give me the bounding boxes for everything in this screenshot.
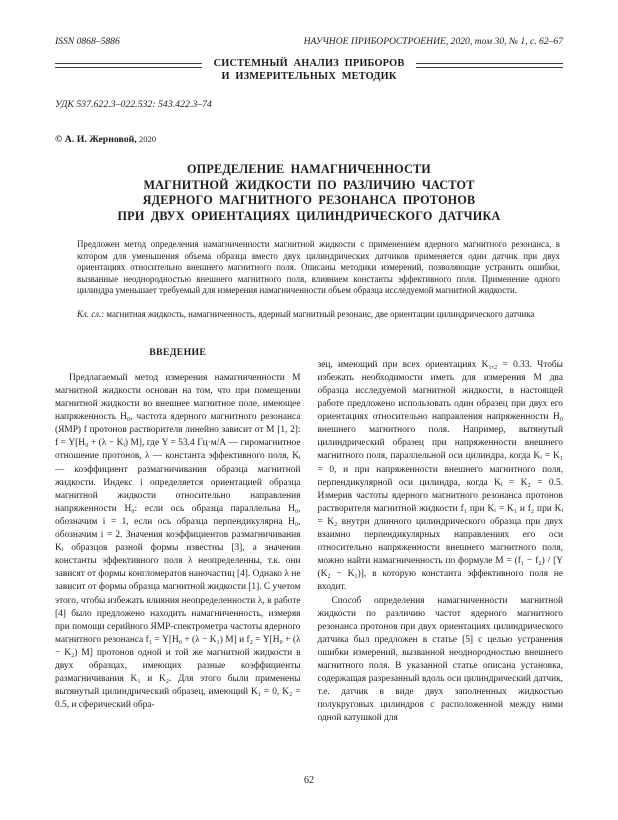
- section-rule-right: [416, 63, 563, 68]
- running-head: [55, 36, 563, 47]
- journal-reference: НАУЧНОЕ ПРИБОРОСТРОЕНИЕ, 2020, том 30, № 1, c. 62–67: [303, 36, 563, 47]
- author-name: © А. И. Жерновой,: [55, 134, 137, 145]
- article-body: [55, 346, 563, 726]
- section-title-line1: СИСТЕМНЫЙ АНАЛИЗ ПРИБОРОВ: [213, 58, 405, 69]
- keywords-text: магнитная жидкость, намагниченность, ядерный магнитный резонанс, две ориентации цилиндрического датчика: [104, 309, 535, 320]
- article-title-line3: ЯДЕРНОГО МАГНИТНОГО РЕЗОНАНСА ПРОТОНОВ: [142, 193, 476, 208]
- section-banner: [55, 58, 563, 83]
- article-title: [55, 162, 563, 224]
- copyright-line: [55, 134, 563, 145]
- keywords: [77, 309, 560, 320]
- article-title-line1: ОПРЕДЕЛЕНИЕ НАМАГНИЧЕННОСТИ: [186, 162, 431, 176]
- intro-heading: ВВЕДЕНИЕ: [149, 346, 207, 358]
- section-rule-left: [55, 63, 202, 68]
- copyright-year: 2020: [136, 134, 157, 144]
- right-column-paragraph-2: Способ определения намагниченности магнитной жидкости по различию частот ядерного магнитного резонанса протонов при двух ориентациях цилиндрического датчика был предложен в статье [5] с целью устранения ошибки измерений, вызванной неоднородностью внешнего магнитного поля. В указанной статье описана установка, содержащая разрезанный вдоль оси цилиндрический датчик, т.е. датчик в виде двух заполненных жидкостью полукруговых цилиндров с расположенной между ними одной катушкой для: [317, 595, 563, 724]
- page-number: 62: [304, 775, 314, 786]
- udc-line: УДК 537.622.3–022.532: 543.422.3–74: [55, 99, 212, 110]
- section-title-line2: И ИЗМЕРИТЕЛЬНЫХ МЕТОДИК: [221, 70, 397, 82]
- abstract: Предложен метод определения намагниченности магнитной жидкости с применением ядерного магнитного резонанса, в котором для уменьшения объема образца вместо двух цилиндрических датчиков применяется один датчик при двух ориентациях относительно внешнего магнитного поля. Описаны методики измерений, позволяющие устранить ошибки, вызванные неоднородностью внешнего магнитного поля, влиянием константы эффективного поля. Применение одного цилиндра уменьшает требуемый для измерения намагниченности объем образца исследуемой магнитной жидкости.: [77, 239, 560, 295]
- article-title-line2: МАГНИТНОЙ ЖИДКОСТИ ПО РАЗЛИЧИЮ ЧАСТОТ: [143, 177, 475, 192]
- right-column-paragraph-1: зец, имеющий при всех ориентациях K₁,₂ = 0.33. Чтобы избежать необходимости иметь для измерения M два образца исследуемой магнитной жидкости, в настоящей работе предложено использовать один образец при двух его ориентациях относительно направления напряженности H₀ внешнего магнитного поля. Например, вытянутый цилиндрический образец при напряженности внешнего магнитного поля, параллельной оси цилиндра, когда Kᵢ = K₁ = 0, и при напряженности внешнего магнитного поля, перпендикулярной оси цилиндра, когда Kᵢ = K₂ = 0.5. Измерив частоты ядерного магнитного резонанса протонов растворителя магнитной жидкости f₁ при Kᵢ = K₁ и f₂ при Kᵢ = K₂ внутри длинного цилиндрического образца при двух взаимно перпендикулярных направлениях его оси относительно напряженности внешнего магнитного поля, можно найти намагниченность по формуле M = (f₁ − f₂) / [Υ (K₂ − K₁)], в которую константа эффективного поля не входит.: [317, 359, 563, 593]
- right-column: [318, 346, 564, 726]
- keywords-label: Кл. сл.:: [77, 309, 105, 320]
- section-title: [202, 58, 417, 83]
- left-column-paragraph: Предлагаемый метод измерения намагниченности M магнитной жидкости основан на том, что при помещении магнитной жидкости во внешнее магнитное поле, имеющее напряженность H₀, частота ядерного магнитного резонанса (ЯМР) f протонов растворителя линейно зависит от M [1, 2]: f = Υ[H₀ + (λ − Kᵢ) M], где Υ = 53.4 Гц·м/А — гиромагнитное отношение протонов, λ — константа эффективного поля, Kᵢ — коэффициент размагничивания образца магнитной жидкости. Индекс i определяется ориентацией образца магнитной жидкости относительно направления напряженности H₀: если ось образца параллельна H₀, обозначим i = 1, если ось образца перпендикулярна H₀, обозначим i = 2. Значения коэффициентов размагничивания Kᵢ образцов разной формы известны [3], а значения константы эффективного поля λ неопределенны, т.к. они зависят от формы конгломератов наночастиц [4]. Однако λ не зависит от формы образца магнитной жидкости [1]. С учетом этого, чтобы избежать влияния неопределенности λ, в работе [4] было предложено находить намагниченность, измеряя при помощи серийного ЯМР-спектрометра частоты ядерного магнитного резонанса f₁ = Υ[H₀ + (λ − K₁) M] и f₂ = Υ[H₀ + (λ − K₂) M] протонов одной и той же магнитной жидкости в двух образцах, имеющих разные коэффициенты размагничивания K₁ и K₂. Для этого были применены вытянутый цилиндрический образец, имеющий K₁ = 0, K₂ = 0.5, и сферический обра-: [55, 372, 301, 711]
- left-column: [55, 346, 301, 726]
- article-title-line4: ПРИ ДВУХ ОРИЕНТАЦИЯХ ЦИЛИНДРИЧЕСКОГО ДАТЧИКА: [117, 208, 501, 223]
- issn-label: ISSN 0868–5886: [55, 36, 120, 47]
